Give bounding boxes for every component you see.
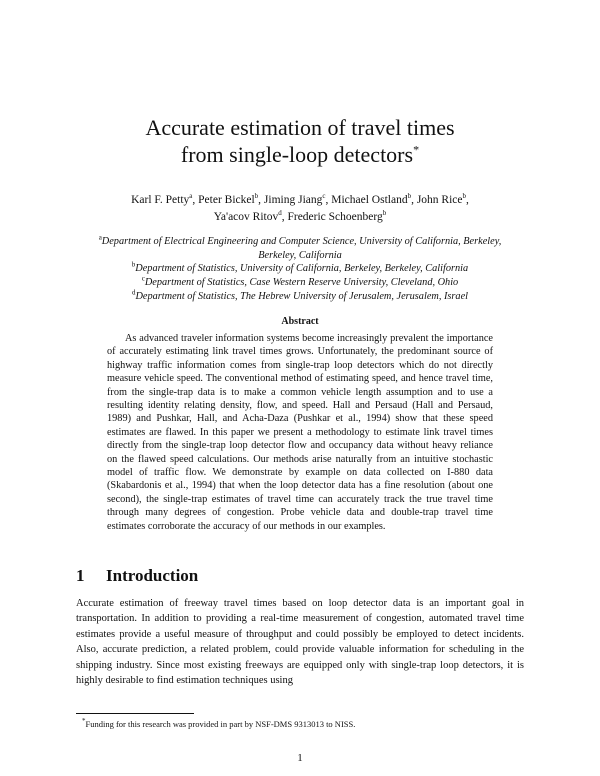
author-mark: b <box>382 209 387 218</box>
affiliation-text: Department of Electrical Engineering and Computer Science, University of California, Berkeley, <box>101 236 502 247</box>
author: Jiming Jiang <box>263 194 323 206</box>
affiliation-mark: c <box>141 274 145 283</box>
title-line-2 <box>0 141 600 168</box>
author-mark: c <box>322 192 326 201</box>
affiliation-mark: b <box>131 260 136 269</box>
affiliation-mark: a <box>98 233 102 242</box>
section-heading <box>76 566 198 586</box>
footnote-rule <box>76 713 194 714</box>
abstract-body <box>107 332 493 533</box>
author-line-2: Ya'acov Ritov$^d$, Frederic Schoenberg$^b$ <box>213 209 387 223</box>
title-footnote-mark: * <box>413 142 420 157</box>
affiliation-c <box>0 276 600 290</box>
affiliation-b <box>0 262 600 276</box>
author-mark: b <box>462 192 467 201</box>
affiliation-mark: d <box>132 288 136 297</box>
author-mark: b <box>254 192 259 201</box>
author-mark: b <box>407 192 412 201</box>
abstract-paragraph: As advanced traveler information systems become increasingly prevalent the importance of accurately estimating link travel times grows. Unfortunately, the predominant source of highway traffic information comes from single-trap loop detectors which do not directly measure vehicle speed. The conventional method of estimating speed, and hence travel time, from the single-trap data is to make a common vehicle length assumption and to use a resulting identity relating density, flow, and speed. Hall and Persaud (Hall and Persaud, 1989) and Pushkar, Hall, and Acha-Daza (Pushkar et al., 1994) show that these speed estimates are flawed. In this paper we present a methodology to estimate link travel times directly from the single-trap loop detector flow and occupancy data without heavy reliance on the flawed speed calculations. Our methods arise naturally from an intuitive stochastic model of traffic flow. We demonstrate by example on data collected on I-880 data (Skabardonis et al., 1994) that when the loop detector data has a fine resolution (about one second), the single-trap estimates of travel time can accurately track the true travel time through many degrees of congestion. Probe vehicle data and double-trap travel time estimates corroborate the accuracy of our methods in our examples. <box>107 333 493 532</box>
author-mark: d <box>278 209 282 218</box>
author: Michael Ostland <box>331 194 408 206</box>
footnote-mark: * <box>82 717 86 726</box>
title-line-2-text: from single-loop detectors <box>180 142 414 167</box>
affiliation-d <box>0 290 600 304</box>
author-list <box>0 192 600 226</box>
affiliation-text: Department of Statistics, Case Western Reserve University, Cleveland, Ohio <box>144 277 459 288</box>
author: Peter Bickel <box>198 194 255 206</box>
author-line-1: Karl F. Petty$^a$, Peter Bickel$^b$, Jiming Jiang$^c$, Michael Ostland$^b$, John Rice$^b$, <box>131 192 469 206</box>
abstract-heading: Abstract <box>281 316 319 327</box>
author: John Rice <box>416 194 463 206</box>
author-mark: a <box>189 192 193 201</box>
page-number: 1 <box>297 752 303 764</box>
title-line-1: Accurate estimation of travel times <box>145 115 455 140</box>
affiliation-text-cont: Berkeley, California <box>258 250 342 261</box>
affiliation-text: Department of Statistics, The Hebrew University of Jerusalem, Jerusalem, Israel <box>135 291 468 302</box>
section-number: 1 <box>76 566 85 585</box>
author: Karl F. Petty <box>131 194 190 206</box>
affiliation-a <box>0 235 600 263</box>
paper-title <box>0 114 600 168</box>
footnote-text: Funding for this research was provided in part by NSF-DMS 9313013 to NISS. <box>85 719 356 729</box>
introduction-paragraph: Accurate estimation of freeway travel times based on loop detector data is an important goal in transportation. In addition to providing a real-time measurement of congestion, automated travel time estimates provide a useful measure of throughput and could possibly be employed to detect incidents. Also, accurate prediction, a related problem, could provide valuable information for scheduling in the shipping industry. Since most existing freeways are equipped only with single-trap loop detectors, it is highly desirable to find estimation techniques using <box>76 598 524 687</box>
introduction-body <box>76 596 524 688</box>
affiliation-text: Department of Statistics, University of California, Berkeley, Berkeley, California <box>135 263 469 274</box>
footnote <box>82 719 355 729</box>
author: Ya'acov Ritov <box>213 211 279 223</box>
author: Frederic Schoenberg <box>287 211 383 223</box>
section-title: Introduction <box>106 566 199 585</box>
